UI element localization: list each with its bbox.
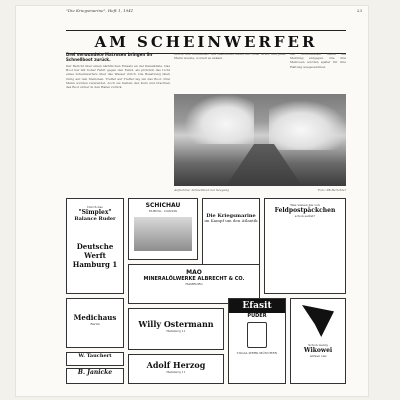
article-body-col2: Der Kommandant nahm die Meldung entgegen. Die drei Matrosen wurden später für ihre Haltung ausgezeichnet. (290, 52, 346, 69)
spray-left (184, 94, 254, 144)
ad-ostermann (128, 308, 224, 350)
ad-medichaus (66, 298, 124, 348)
efasit-logo: Efasit (229, 299, 285, 313)
article-body-col3: Gischt und Dunkelheit. Die Maschinen liefen mit voller Kraft, und jeder Mann wusste, worauf es ankam. (174, 52, 286, 61)
ad-line: SCHICHAU (145, 202, 181, 209)
ad-line: Was wissen Sie von (290, 203, 320, 207)
page-number: 23 (356, 8, 362, 13)
speedboat-photo (174, 94, 346, 186)
magazine-page (16, 6, 368, 396)
ad-line: Schon wenig (308, 343, 328, 347)
ad-line: MINERALÖLWERKE ALBRECHT & CO. (143, 276, 245, 282)
ad-line: TOGAL-WERK MÜNCHEN (236, 351, 278, 355)
ad-janicke (66, 368, 124, 384)
ad-efasit (228, 298, 286, 384)
ad-line: Hamburg 11 (166, 370, 186, 374)
page-header: "Die Kriegsmarine", Heft 1, 1941 (66, 8, 134, 13)
ad-simplex (66, 198, 124, 294)
hand-icon (302, 305, 334, 337)
ad-wikowi (290, 298, 346, 384)
ad-line: MAO (186, 269, 202, 276)
spray-right (269, 100, 346, 150)
ad-line: Adolf Herzog (146, 360, 206, 370)
ad-line: wirken viel (309, 354, 327, 358)
caption-right: Foto: PK-Berichter (317, 188, 346, 192)
caption-left: Aufnahme: Schnellboot bei Seegang (174, 188, 230, 192)
ad-line: "Simplex" (78, 209, 112, 216)
article-body-col1: Der Bericht über einen nächtlichen Einsatz an der Kanalküste. Das Boot lief mit hoher Fahrt gegen den Feind, als plötzlich das Licht eines Scheinwerfers über das Wasser strich. Die Besatzung blieb ruhig auf den Stationen. Treffer auf Treffer lag um das Boot. Drei Mann wurden verwundet, doch sie hielten den Kurs und brachten das Boot sicher in den Hafen zurück. (66, 64, 170, 90)
ad-line: Balance Ruder (74, 216, 116, 222)
ad-line: Willy Ostermann (138, 319, 214, 329)
photo-caption (174, 188, 346, 192)
ad-line: im Kampf um den Atlantik (204, 218, 258, 223)
ad-line: Hamburg 11 (166, 329, 186, 333)
tin-image (247, 322, 267, 348)
ad-line: Wikowei (303, 347, 333, 354)
ad-schichau (128, 198, 198, 260)
ad-line: B. Janicke (77, 369, 113, 376)
ad-line: Durch das (87, 205, 103, 209)
ad-line: W. Tauchert (78, 353, 112, 359)
article-title: AM SCHEINWERFER (66, 30, 346, 54)
ad-feldpost (264, 198, 346, 294)
ad-line: ELBING · DANZIG (148, 209, 178, 213)
ad-line: Hamburg 1 (72, 260, 118, 269)
ad-line: Berlin (90, 322, 100, 326)
ad-line: Medichaus (73, 313, 117, 322)
ad-line: schon selbst? (294, 214, 316, 218)
ad-line: Feldpostpäckchen (274, 207, 336, 214)
ad-line: Die Kriegsmarine (206, 213, 256, 219)
boat-hull (214, 144, 314, 186)
ad-line: Deutsche Werft (76, 242, 114, 260)
article-subtitle: Drei verwundete Matrosen bringen ihr Schnellboot zurück. (66, 52, 153, 62)
ad-line: HAMBURG (185, 282, 203, 286)
ad-tauchert (66, 352, 124, 366)
ship-image (134, 217, 192, 251)
ad-line: PUDER (247, 313, 267, 319)
ad-herzog (128, 354, 224, 384)
